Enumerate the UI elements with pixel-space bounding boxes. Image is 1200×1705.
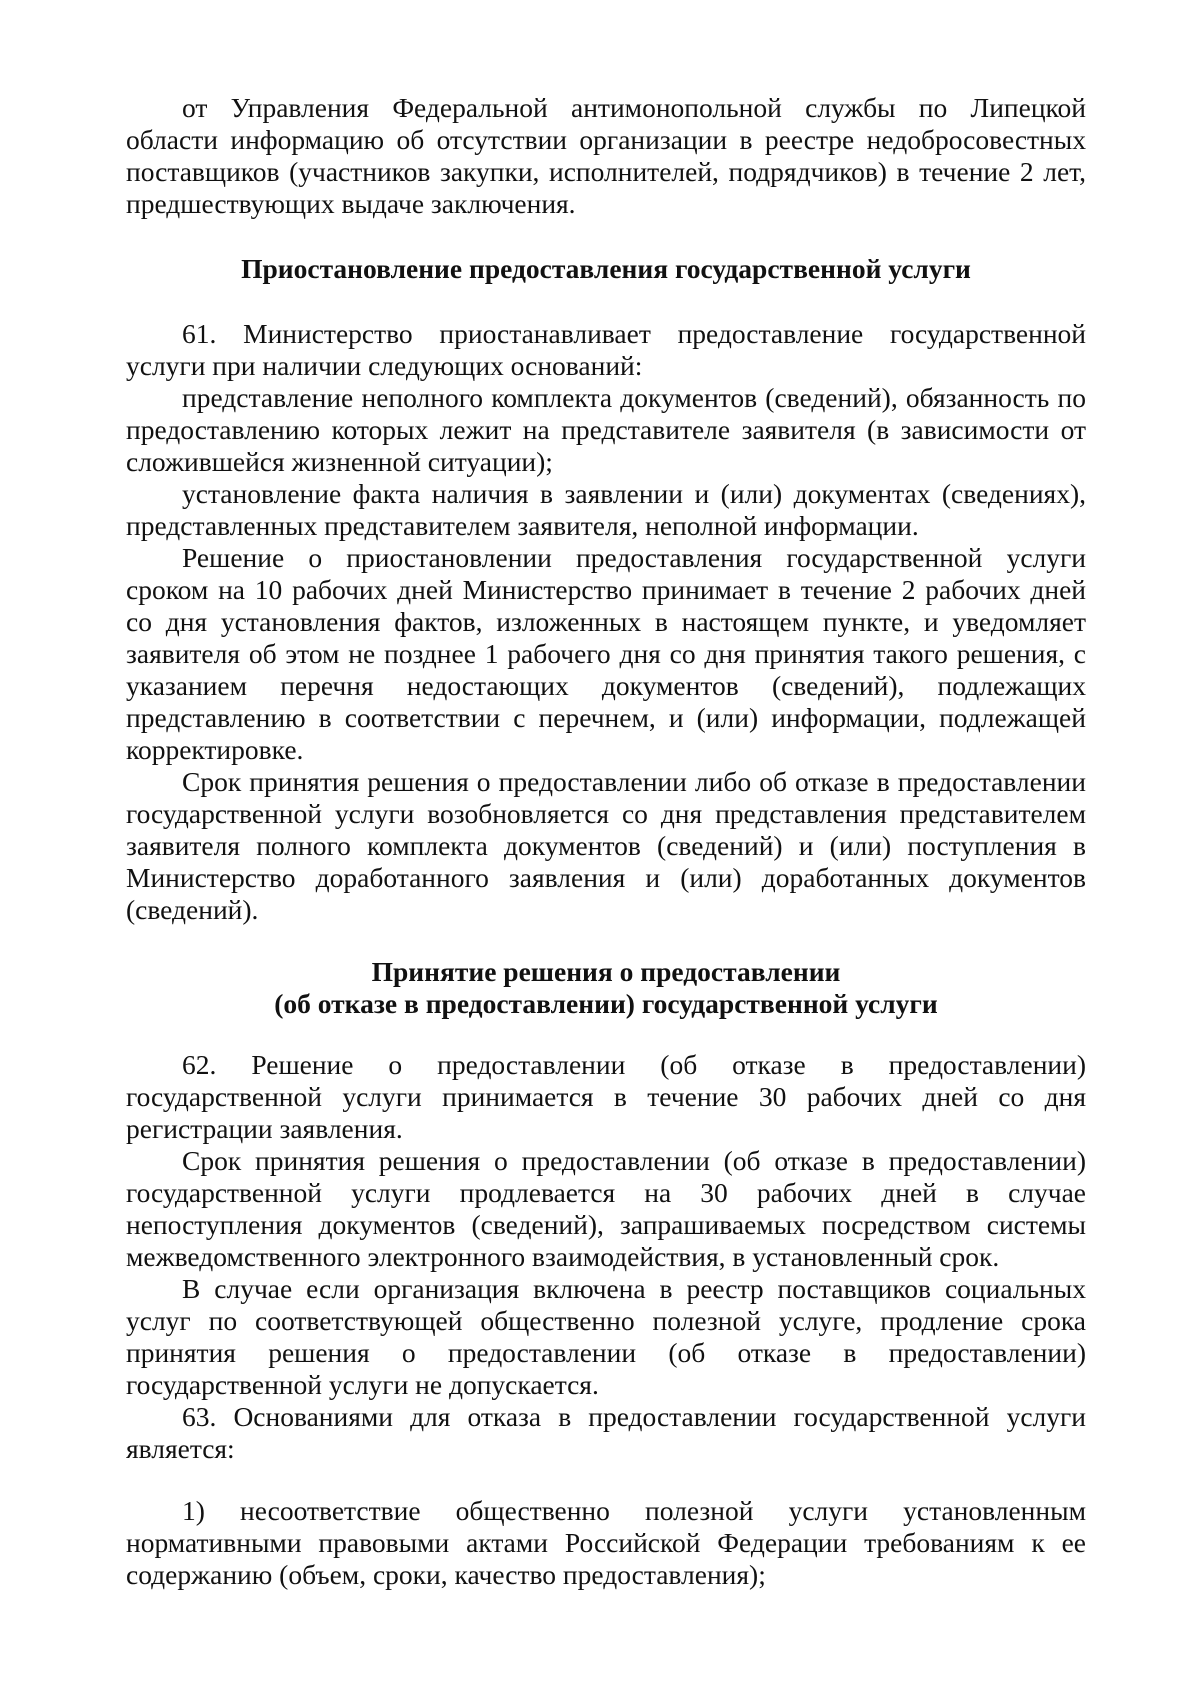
section-heading-decision-line-2: (об отказе в предоставлении) государственной услуги bbox=[274, 988, 938, 1019]
paragraph-61-resumption: Срок принятия решения о предоставлении либо об отказе в предоставлении государственной услуги возобновляется со дня представления представителем заявителя полного комплекта документов (сведений) и (или) поступления в Министерство доработанного заявления и (или) доработанных документов (сведений). bbox=[126, 766, 1086, 925]
paragraph-62-no-extension: В случае если организация включена в реестр поставщиков социальных услуг по соответствующей общественно полезной услуге, продление срока принятия решения о предоставлении (об отказе в предоставлении) государственной услуги не допускается. bbox=[126, 1273, 1086, 1400]
paragraph-61-decision: Решение о приостановлении предоставления государственной услуги сроком на 10 рабочих дней Министерство принимает в течение 2 рабочих дней со дня установления фактов, изложенных в настоящем пункте, и уведомляет заявителя об этом не позднее 1 рабочего дня со дня принятия такого решения, с указанием перечня недостающих документов (сведений), подлежащих представлению в соответствии с перечнем, и (или) информации, подлежащей корректировке. bbox=[126, 542, 1086, 765]
paragraph-61-ground-1: представление неполного комплекта документов (сведений), обязанность по предоставлению которых лежит на представителе заявителя (в зависимости от сложившейся жизненной ситуации); bbox=[126, 382, 1086, 477]
paragraph-61: 61. Министерство приостанавливает предоставление государственной услуги при наличии следующих оснований: bbox=[126, 318, 1086, 381]
paragraph-62: 62. Решение о предоставлении (об отказе в предоставлении) государственной услуги принимается в течение 30 рабочих дней со дня регистрации заявления. bbox=[126, 1049, 1086, 1144]
section-heading-decision-line-1: Принятие решения о предоставлении bbox=[371, 956, 841, 987]
document-page bbox=[126, 92, 1086, 1591]
paragraph-61-ground-2: установление факта наличия в заявлении и (или) документах (сведениях), представленных представителем заявителя, неполной информации. bbox=[126, 478, 1086, 541]
section-heading-suspension: Приостановление предоставления государственной услуги bbox=[241, 253, 971, 284]
paragraph-62-extension: Срок принятия решения о предоставлении (об отказе в предоставлении) государственной услуги продлевается на 30 рабочих дней в случае непоступления документов (сведений), запрашиваемых посредством системы межведомственного электронного взаимодействия, в установленный срок. bbox=[126, 1145, 1086, 1272]
intro-paragraph: от Управления Федеральной антимонопольной службы по Липецкой области информацию об отсутствии организации в реестре недобросовестных поставщиков (участников закупки, исполнителей, подрядчиков) в течение 2 лет, предшествующих выдаче заключения. bbox=[126, 92, 1086, 219]
section-heading-decision bbox=[126, 956, 1086, 1020]
paragraph-63: 63. Основаниями для отказа в предоставлении государственной услуги является: bbox=[126, 1401, 1086, 1464]
list-item-1: 1) несоответствие общественно полезной услуги установленным нормативными правовыми актами Российской Федерации требованиям к ее содержанию (объем, сроки, качество предоставления); bbox=[126, 1495, 1086, 1590]
spacer bbox=[126, 1465, 1086, 1495]
